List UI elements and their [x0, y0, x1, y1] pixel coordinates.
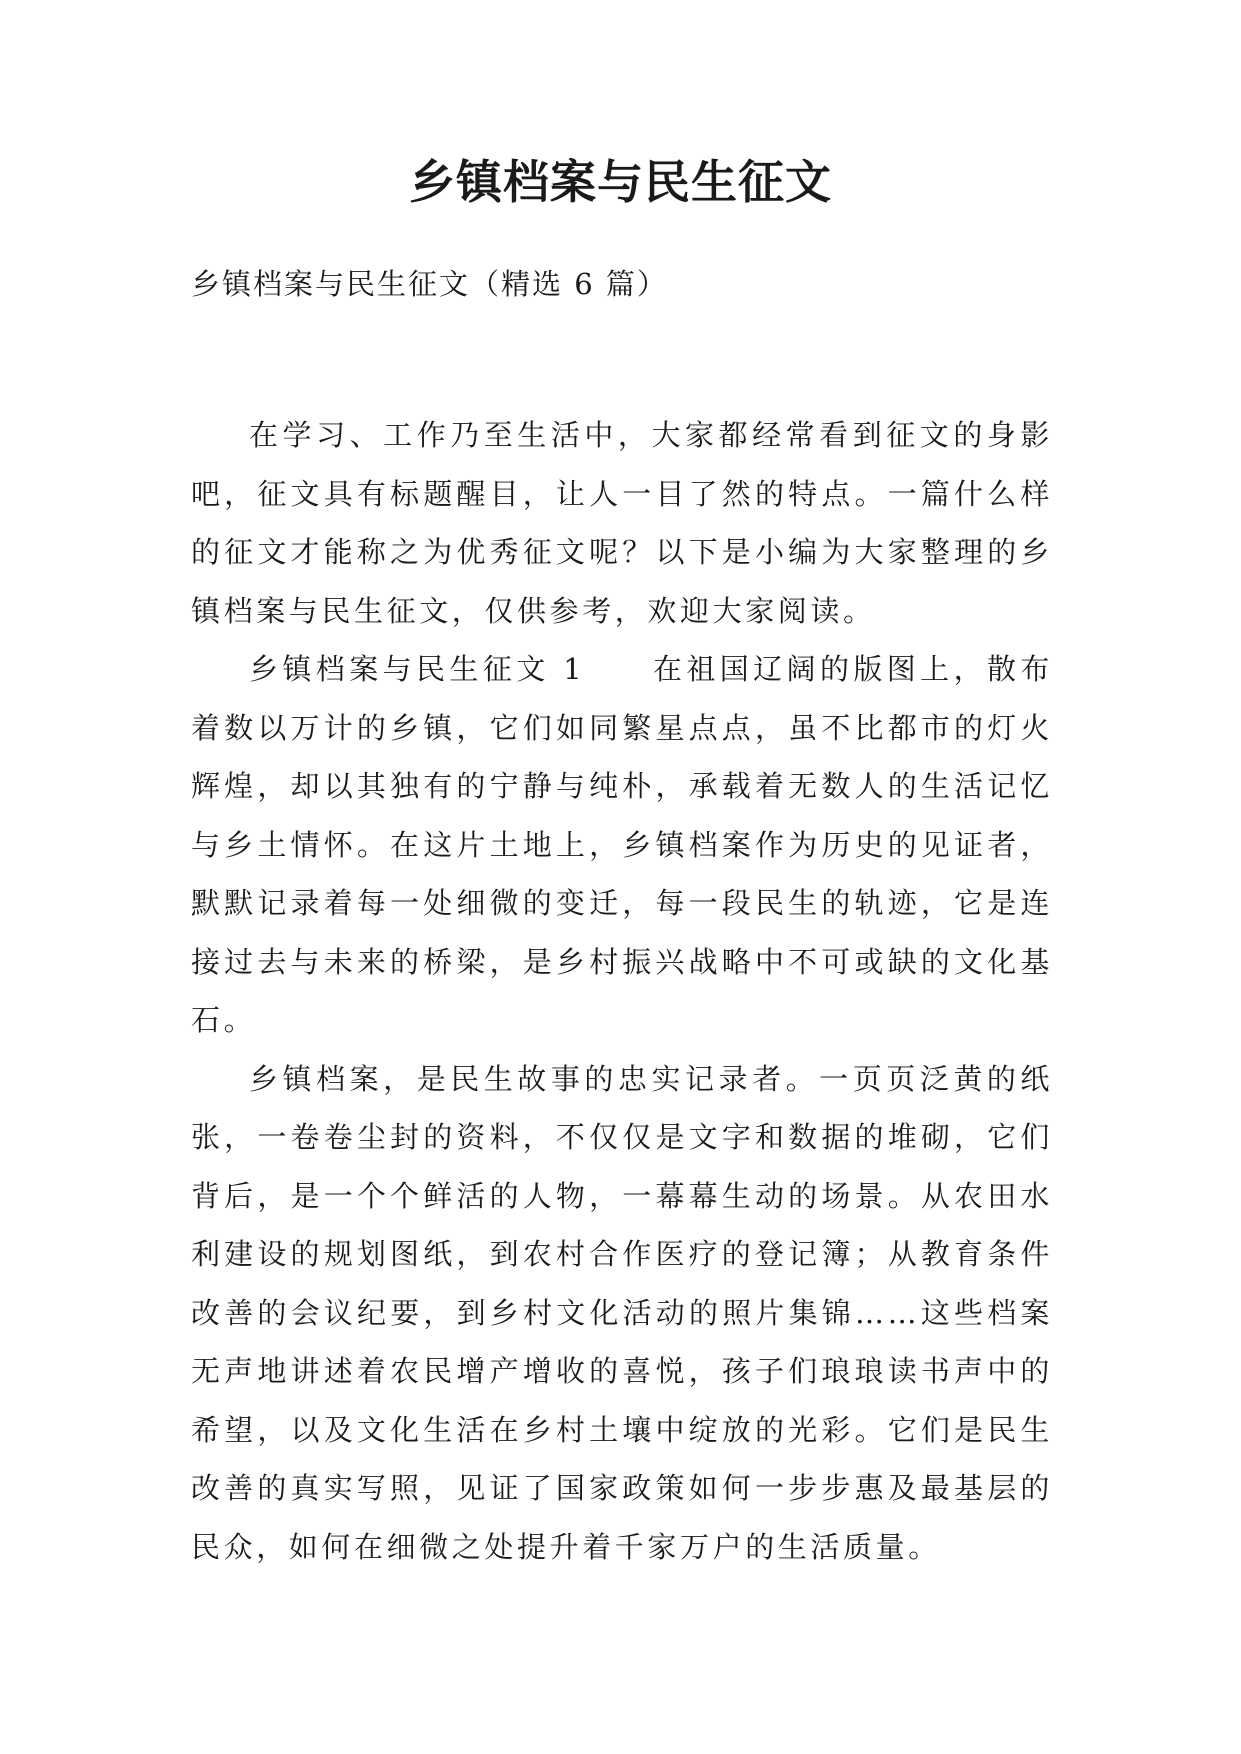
document-title: 乡镇档案与民生征文 [409, 155, 832, 209]
body-paragraph-2: 乡镇档案与民生征文 1 在祖国辽阔的版图上，散布着数以万计的乡镇，它们如同繁星点点，虽不比都市的灯火辉煌，却以其独有的宁静与纯朴，承载着无数人的生活记忆与乡土情怀。在这片土地上，乡镇档案作为历史的见证者，默默记录着每一处细微的变迁，每一段民生的轨迹，它是连接过去与未来的桥梁，是乡村振兴战略中不可或缺的文化基石。 [191, 652, 1053, 1037]
body-paragraph-3: 乡镇档案，是民生故事的忠实记录者。一页页泛黄的纸张，一卷卷尘封的资料，不仅仅是文字和数据的堆砌，它们背后，是一个个鲜活的人物，一幕幕生动的场景。从农田水利建设的规划图纸，到农村合作医疗的登记簿；从教育条件改善的会议纪要，到乡村文化活动的照片集锦……这些档案无声地讲述着农民增产增收的喜悦，孩子们琅琅读书声中的希望，以及文化生活在乡村土壤中绽放的光彩。它们是民生改善的真实写照，见证了国家政策如何一步步惠及最基层的民众，如何在细微之处提升着千家万户的生活质量。 [191, 1061, 1053, 1564]
body-paragraph-1: 在学习、工作乃至生活中，大家都经常看到征文的身影吧，征文具有标题醒目，让人一目了然的特点。一篇什么样的征文才能称之为优秀征文呢？以下是小编为大家整理的乡镇档案与民生征文，仅供参考，欢迎大家阅读。 [191, 418, 1053, 628]
document-subtitle: 乡镇档案与民生征文（精选 6 篇） [191, 267, 668, 301]
document-body [191, 406, 1053, 1576]
